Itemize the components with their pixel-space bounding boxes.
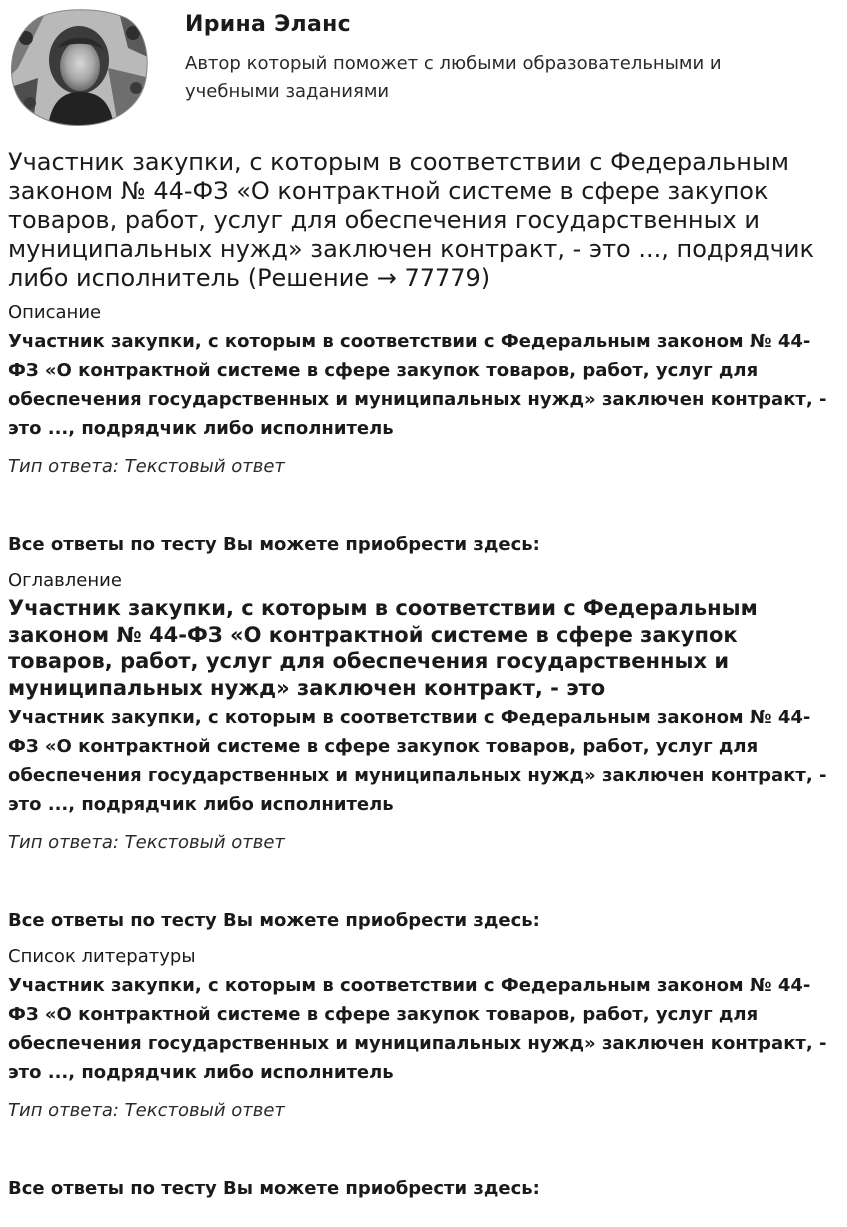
answer-type: Тип ответа: Текстовый ответ <box>8 832 285 853</box>
purchase-cta[interactable]: Все ответы по тесту Вы можете приобрести здесь: <box>8 1178 540 1199</box>
section-label-toc: Оглавление <box>8 570 122 591</box>
toc-text: Участник закупки, с которым в соответствии с Федеральным законом № 44-ФЗ «О контрактной системе в сфере закупок товаров, работ, услуг для обеспечения государственных и муниципальных нужд» заключен контракт, - это ..., подрядчик либо исполнитель <box>8 707 827 815</box>
answer-type: Тип ответа: Текстовый ответ <box>8 456 285 477</box>
purchase-cta[interactable]: Все ответы по тесту Вы можете приобрести здесь: <box>8 910 540 931</box>
answer-type: Тип ответа: Текстовый ответ <box>8 1100 285 1121</box>
purchase-cta[interactable]: Все ответы по тесту Вы можете приобрести здесь: <box>8 534 540 555</box>
author-name[interactable]: Ирина Эланс <box>185 12 351 37</box>
author-block <box>0 0 847 135</box>
main-content <box>8 148 838 1201</box>
section-label-bibliography: Список литературы <box>8 946 196 967</box>
section-description-text: Участник закупки, с которым в соответствии с Федеральным законом № 44-ФЗ «О контрактной системе в сфере закупок товаров, работ, услуг для обеспечения государственных и муниципальных нужд» заключен контракт, - это ..., подрядчик либо исполнитель <box>8 331 827 439</box>
section-label-description: Описание <box>8 302 102 323</box>
page-title: Участник закупки, с которым в соответствии с Федеральным законом № 44-ФЗ «О контрактной системе в сфере закупок товаров, работ, услуг для обеспечения государственных и муниципальных нужд» заключен контракт, - это ..., подрядчик либо исполнитель (Решение → 77779) <box>8 148 815 292</box>
bibliography-text: Участник закупки, с которым в соответствии с Федеральным законом № 44-ФЗ «О контрактной системе в сфере закупок товаров, работ, услуг для обеспечения государственных и муниципальных нужд» заключен контракт, - это ..., подрядчик либо исполнитель <box>8 975 827 1083</box>
author-avatar[interactable] <box>8 8 150 126</box>
toc-heading: Участник закупки, с которым в соответствии с Федеральным законом № 44-ФЗ «О контрактной системе в сфере закупок товаров, работ, услуг для обеспечения государственных и муниципальных нужд» заключен контракт, - это <box>8 596 758 700</box>
author-description: Автор который поможет с любыми образовательными и учебными заданиями <box>185 53 722 102</box>
